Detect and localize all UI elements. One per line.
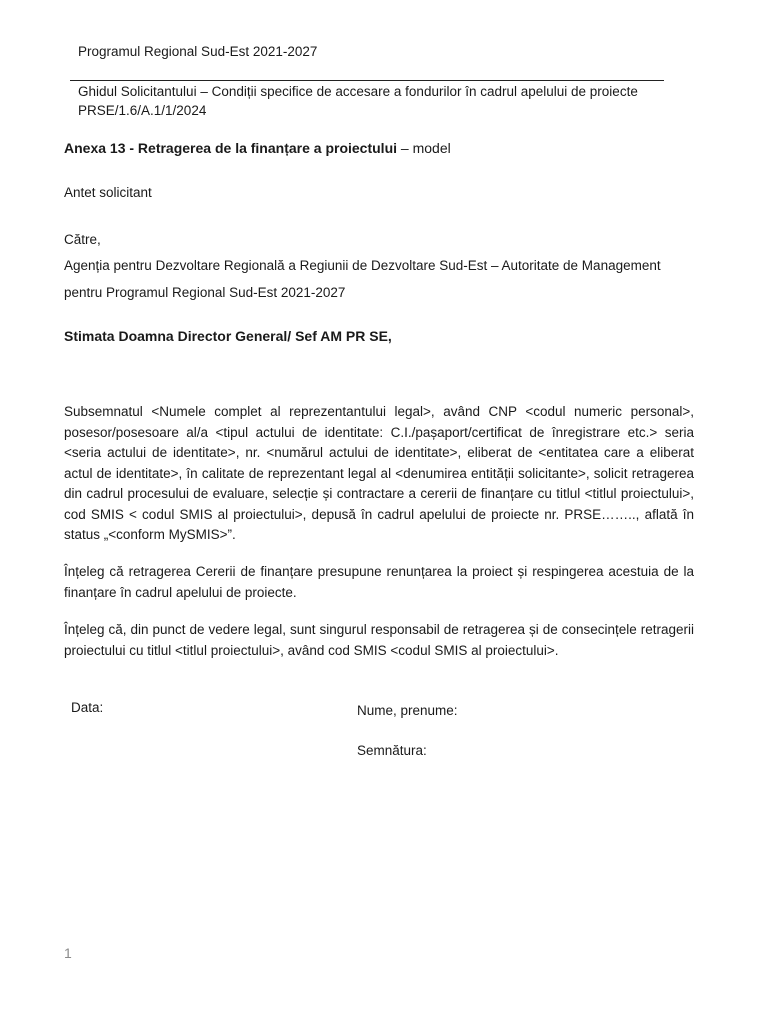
annex-title-suffix: – model bbox=[397, 140, 451, 156]
body-paragraph-understanding: Înțeleg că retragerea Cererii de finanțare presupune renunțarea la proiect și respingerea acestuia de la finanțare în cadrul apelului de proiecte. bbox=[64, 564, 694, 600]
annex-title bbox=[64, 140, 451, 156]
salutation: Stimata Doamna Director General/ Sef AM PR SE, bbox=[64, 328, 392, 344]
name-label: Nume, prenume: bbox=[357, 703, 458, 718]
recipient-line-2: pentru Programul Regional Sud-Est 2021-2027 bbox=[64, 285, 346, 300]
date-label: Data: bbox=[71, 700, 104, 715]
header-guide-title: Ghidul Solicitantului – Condiții specifice de accesare a fondurilor în cadrul apelului de proiecte PRSE/1.6/A.1/1/2024 bbox=[78, 84, 638, 118]
header-program-name: Programul Regional Sud-Est 2021-2027 bbox=[78, 44, 318, 59]
letterhead-placeholder: Antet solicitant bbox=[64, 185, 152, 200]
page-number: 1 bbox=[64, 945, 72, 961]
to-label: Către, bbox=[64, 232, 101, 247]
body-paragraph-responsibility: Înțeleg că, din punct de vedere legal, sunt singurul responsabil de retragerea și de consecințele retragerii proiectului cu titlul <titlul proiectului>, având cod SMIS <codul SMIS al proiectului>. bbox=[64, 622, 694, 658]
recipient-line-1: Agenția pentru Dezvoltare Regională a Regiunii de Dezvoltare Sud-Est – Autoritate de Management bbox=[64, 258, 661, 273]
signature-label: Semnătura: bbox=[357, 743, 427, 758]
header-divider bbox=[70, 80, 664, 81]
body-paragraph-request: Subsemnatul <Numele complet al reprezentantului legal>, având CNP <codul numeric personal>, posesor/posesoare al/a <tipul actului de identitate: C.I./pașaport/certificat de înregistrare etc.> seria <seria actului de identitate>, nr. <numărul actului de identitate>, eliberat de <entitatea care a eliberat actul de identitate>, în calitate de reprezentant legal al <denumirea entității solicitante>, solicit retragerea din cadrul procesului de evaluare, selecție și contractare a cererii de finanțare cu titlul <titlul proiectului>, cod SMIS < codul SMIS al proiectului>, depusă în cadrul apelului de proiecte nr. PRSE…….., aflată în status „<conform MySMIS>”. bbox=[64, 404, 694, 542]
annex-title-bold: Anexa 13 - Retragerea de la finanțare a proiectului bbox=[64, 140, 398, 156]
